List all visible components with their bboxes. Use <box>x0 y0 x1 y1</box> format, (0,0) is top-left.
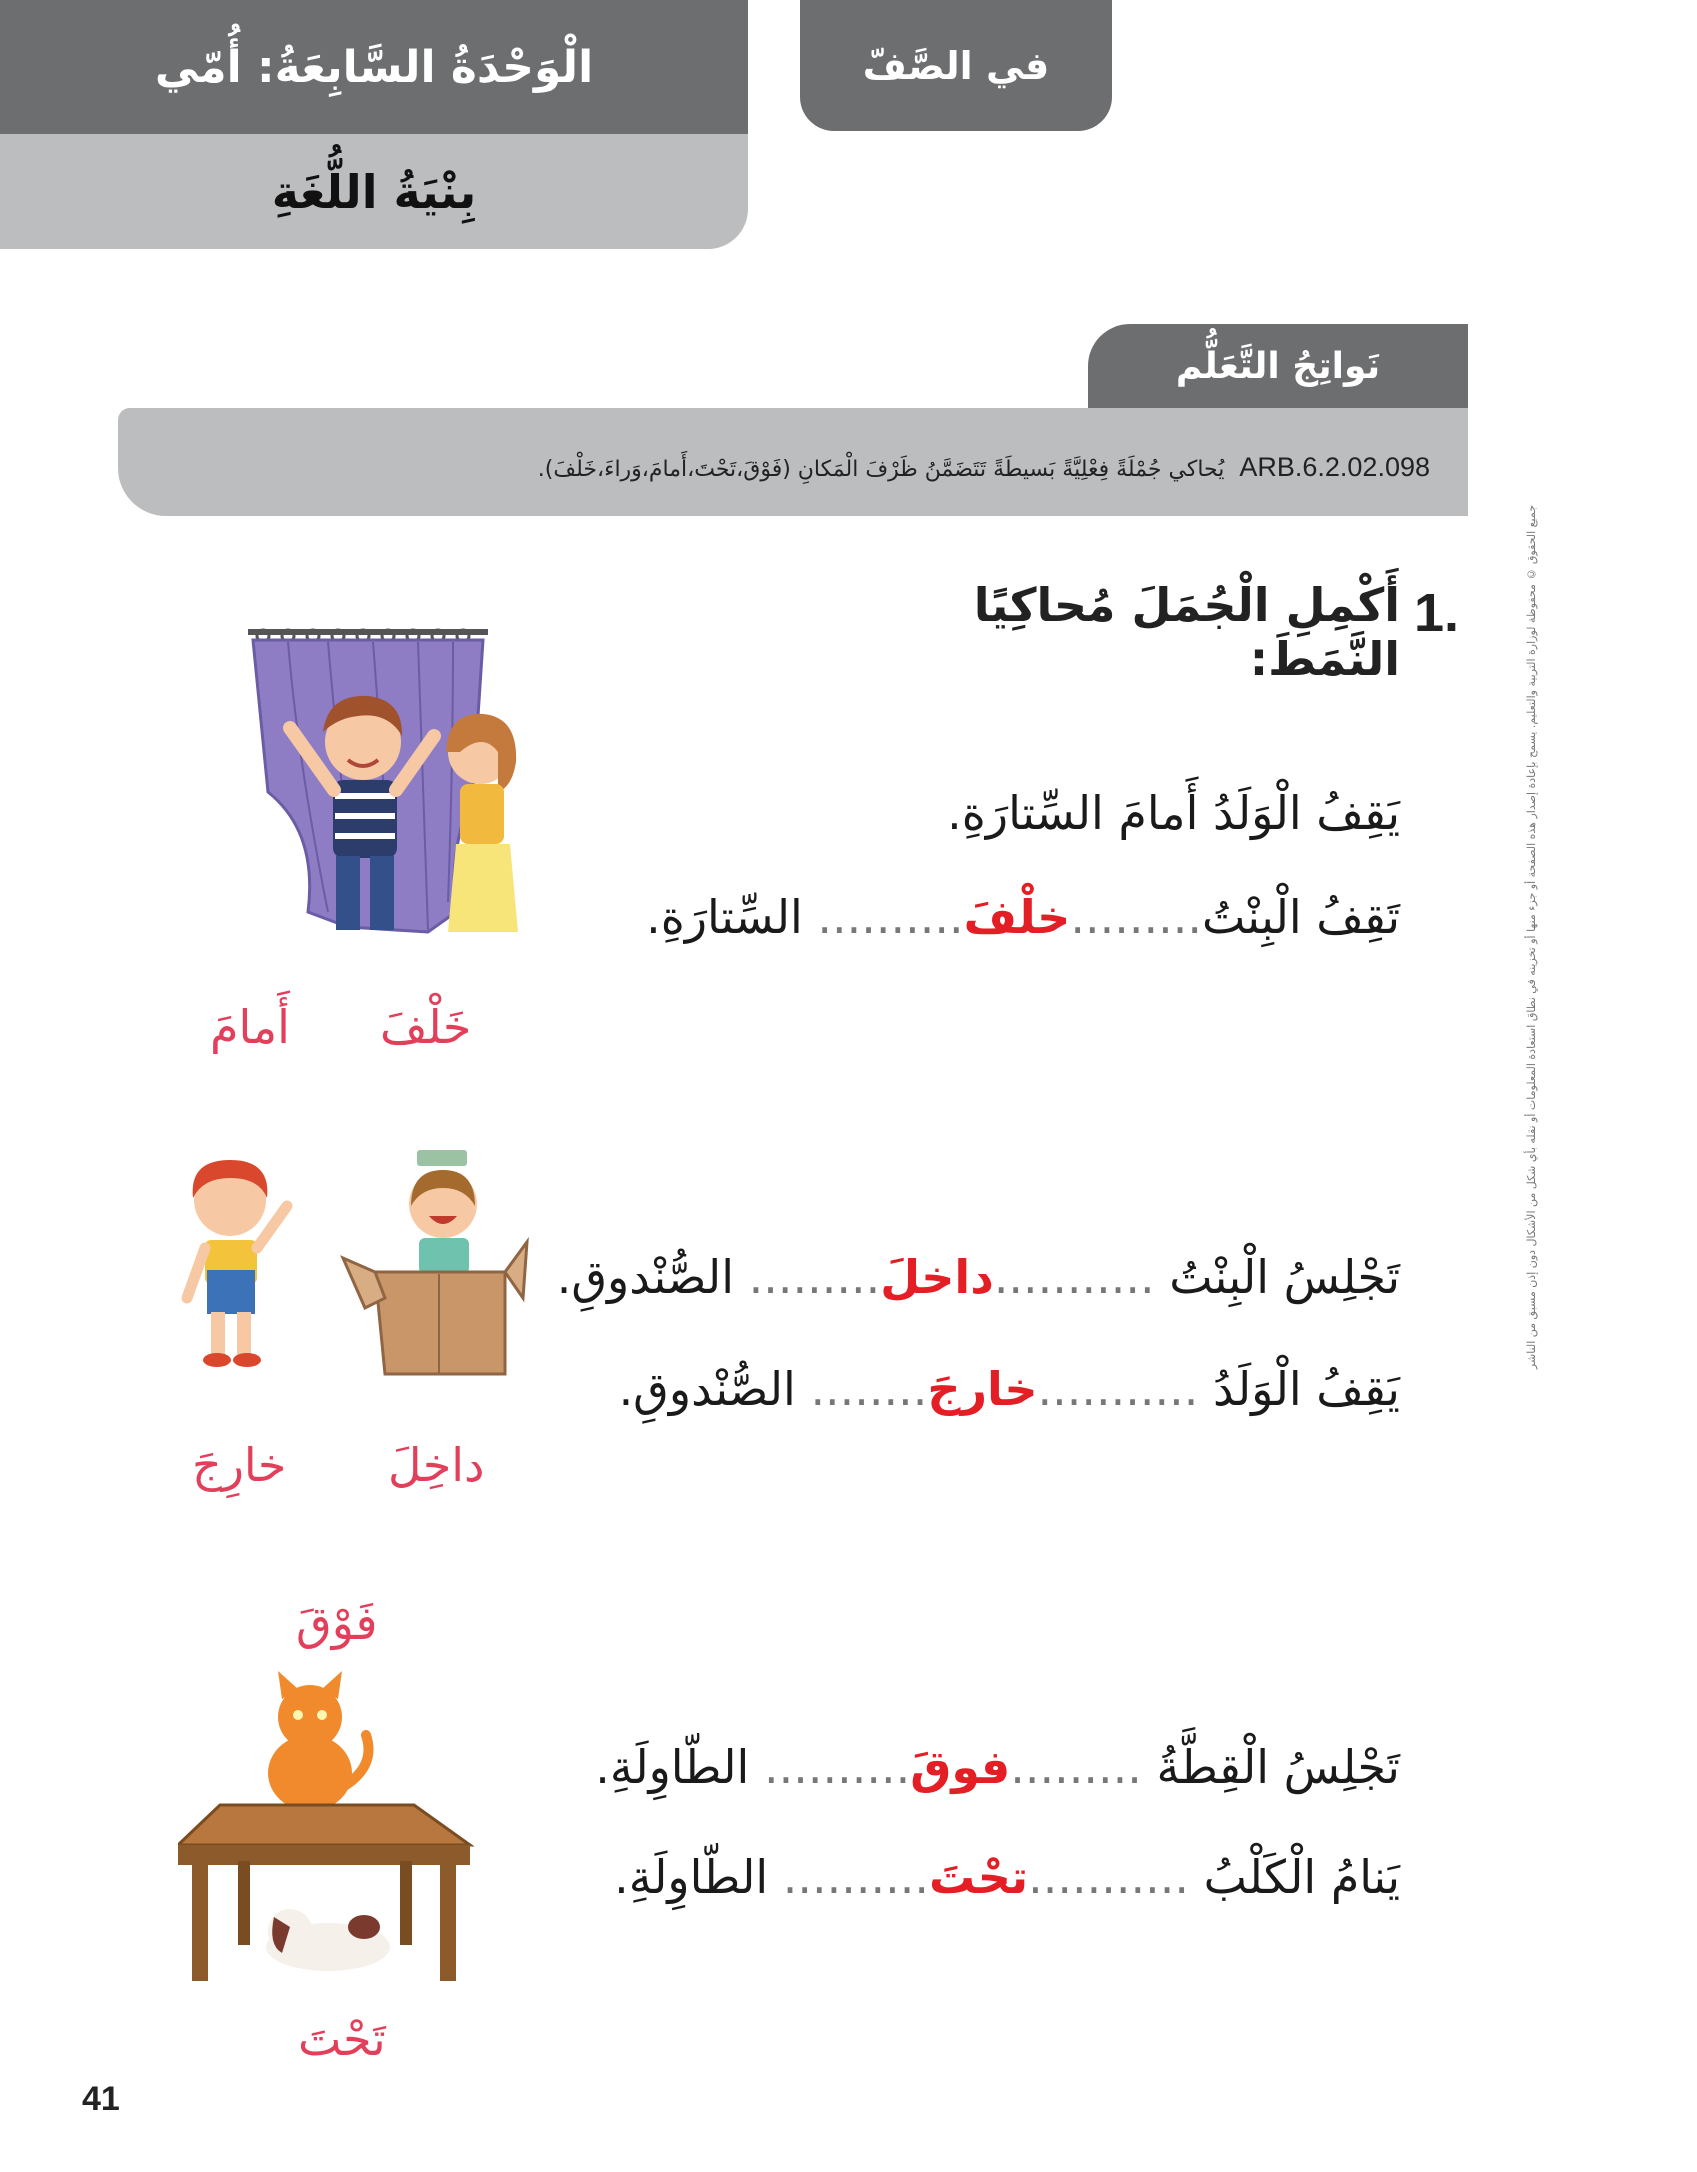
copyright-notice: جميع الحقوق © محفوظة لوزارة التربية والتعليم. يسمح بإعادة إصدار هذه الصفحة أو جزء منها أو تخزينه في نطاق استعادة المعلومات أو نقله بأي شكل من الأشكال دون إذن مسبق من الناشر <box>1525 505 1538 1370</box>
class-tab: في الصَّفّ <box>800 0 1112 131</box>
page-number: 41 <box>82 2080 120 2118</box>
sentence-box-boy: يَقِفُ الْوَلَدُ ...........خارجَ........ الصُّنْدوقِ. <box>618 1362 1400 1416</box>
answer-blank[interactable]: داخلَ <box>880 1250 994 1304</box>
box-illustration <box>175 1148 535 1378</box>
word-kharija: خارِجَ <box>192 1438 287 1492</box>
answer-blank[interactable]: خارجَ <box>927 1362 1038 1416</box>
question-number: 1. <box>1414 583 1460 643</box>
sentence-table-dog: يَنامُ الْكَلْبُ ...........تحْتَ.......... الطّاوِلَةِ. <box>614 1850 1400 1904</box>
outcome-code: ARB.6.2.02.098 <box>1239 452 1430 482</box>
answer-blank[interactable]: فوقَ <box>910 1740 1011 1794</box>
answer-blank[interactable]: خلْفَ <box>963 890 1071 944</box>
outcome-description: يُحاكي جُمْلَةً فِعْلِيَّةً بَسيطَةً تَتَضَمَّنُ ظَرْفَ الْمَكانِ (فَوْقَ،تَحْتَ،أَمامَ،وَراءَ،خَلْفَ). <box>537 457 1225 482</box>
unit-title: الْوَحْدَةُ السَّابِعَةُ: أُمّي <box>0 0 748 134</box>
example-sentence: يَقِفُ الْوَلَدُ أَمامَ السِّتارَةِ. <box>947 786 1400 840</box>
word-khalfa: خَلْفَ <box>380 1000 472 1054</box>
outcomes-tab: نَواتِجُ التَّعَلُّم <box>1088 324 1468 408</box>
word-fawqa: فَوْقَ <box>296 1596 378 1650</box>
sentence-table-cat: تَجْلِسُ الْقِطَّةُ .........فوقَ.......... الطّاوِلَةِ. <box>595 1740 1400 1794</box>
word-amama: أَمامَ <box>210 1000 290 1054</box>
topic-title: بِنْيَةُ اللُّغَةِ <box>0 134 748 249</box>
outcomes-text <box>380 452 1430 483</box>
curtain-illustration <box>198 612 528 952</box>
sentence-box-girl: تَجْلِسُ الْبِنْتُ ...........داخلَ......... الصُّنْدوقِ. <box>556 1250 1400 1304</box>
word-tahta: تَحْتَ <box>298 2012 386 2066</box>
question-title: أَكْمِلِ الْجُمَلَ مُحاكِيًا النَّمَطَ: <box>973 578 1400 686</box>
sentence-curtain-girl: تَقِفُ الْبِنْتُ.........خلْفَ.......... السِّتارَةِ. <box>646 890 1400 944</box>
answer-blank[interactable]: تحْتَ <box>929 1850 1029 1904</box>
table-illustration <box>178 1665 478 1985</box>
word-dakhila: داخِلَ <box>388 1438 485 1492</box>
